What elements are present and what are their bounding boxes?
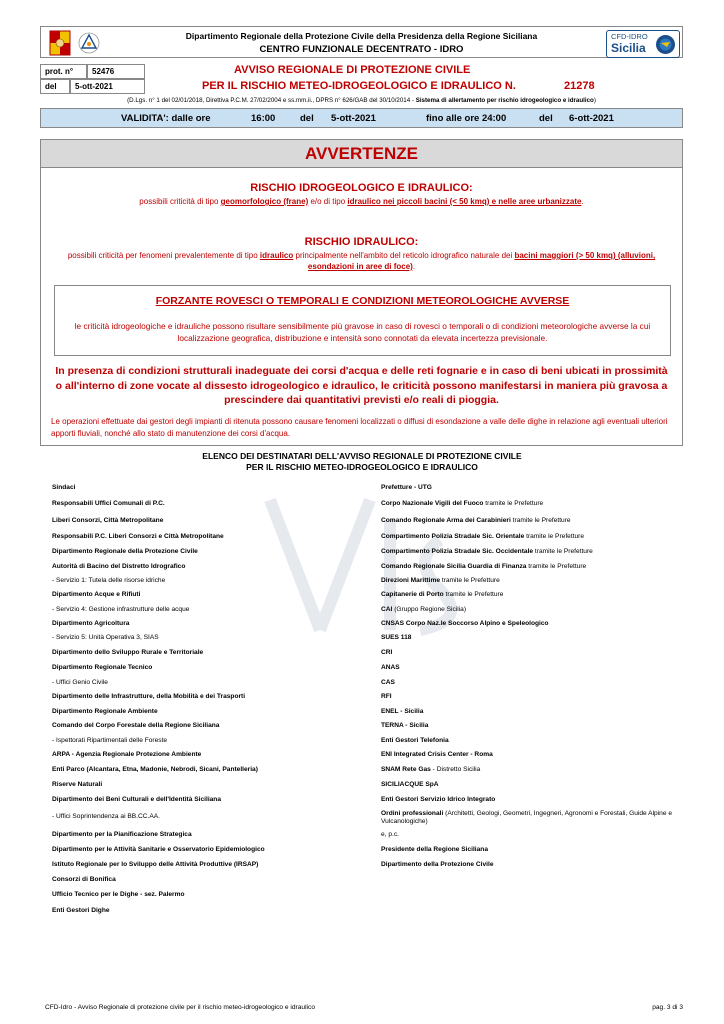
recipient-item xyxy=(52,664,152,672)
recipient-item xyxy=(381,577,500,585)
recipient-name: Compartimento Polizia Stradale Sic. Occidentale xyxy=(381,548,534,555)
recipient-item xyxy=(52,679,108,687)
recipient-name: Dipartimento per la Pianificazione Strategica xyxy=(52,831,192,838)
recipient-item xyxy=(52,861,258,869)
recipient-item xyxy=(381,606,466,614)
recipient-name: Dipartimento Agricoltura xyxy=(52,620,130,627)
recipient-item xyxy=(381,563,586,571)
risk2-text-e: . xyxy=(412,262,416,271)
recipient-item xyxy=(52,891,185,899)
recipient-name: Dipartimento delle Infrastrutture, della Mobilità e dei Trasporti xyxy=(52,693,246,700)
recipient-item xyxy=(381,634,411,642)
recipient-name: Dipartimento dei Beni Culturali e dell'Identità Siciliana xyxy=(52,796,222,803)
recipient-name: SICILIACQUE SpA xyxy=(381,781,439,788)
recipient-item xyxy=(52,907,110,915)
recipient-name: Sindaci xyxy=(52,484,76,491)
risk1-text xyxy=(51,196,672,207)
recipient-name: Responsabili Uffici Comunali di P.C. xyxy=(52,500,165,507)
validity-del1: del xyxy=(300,113,314,124)
recipient-note: tramite le Prefetture xyxy=(443,591,504,598)
recipient-item xyxy=(381,548,593,556)
recipient-name: Direzioni Marittime xyxy=(381,577,440,584)
recipient-name: Istituto Regionale per lo Sviluppo delle Attività Produttive (IRSAP) xyxy=(52,861,259,868)
recipient-name: Corpo Nazionale Vigili del Fuoco xyxy=(381,500,484,507)
legal-bold: Sistema di allertamento per rischio idrogeologico e idraulico xyxy=(415,97,594,104)
recipient-item xyxy=(381,781,439,789)
recipient-note: - Distretto Sicilia xyxy=(430,766,481,773)
recipient-item xyxy=(52,634,159,642)
recipient-item xyxy=(381,693,392,701)
recipient-name: Dipartimento Regionale Tecnico xyxy=(52,664,153,671)
risk2-text-a: possibili criticità per fenomeni prevalentemente di tipo xyxy=(67,251,260,260)
recipient-name: Dipartimento Acque e Rifiuti xyxy=(52,591,141,598)
recipient-item xyxy=(52,796,221,804)
validity-bar xyxy=(40,108,683,128)
recipient-item xyxy=(52,831,192,839)
recipient-item xyxy=(52,751,201,759)
recipient-note: tramite le Prefetture xyxy=(526,563,587,570)
recipient-name: Ufficio Tecnico per le Dighe - sez. Palermo xyxy=(52,891,185,898)
recipient-item xyxy=(381,831,399,839)
avvertenze-title: AVVERTENZE xyxy=(41,140,682,168)
recipient-item xyxy=(52,548,198,556)
recipient-note: (Gruppo Regione Sicilia) xyxy=(392,606,467,613)
recipient-name: SNAM Rete Gas xyxy=(381,766,431,773)
recipient-name: Enti Gestori Telefonia xyxy=(381,737,449,744)
recipient-name: SUES 118 xyxy=(381,634,412,641)
recipient-item xyxy=(52,693,245,701)
recipient-name: ENEL - Sicilia xyxy=(381,708,424,715)
recipient-item xyxy=(52,766,258,774)
recipient-item xyxy=(381,649,392,657)
recipient-item xyxy=(52,813,160,821)
recipient-name: Comando Regionale Arma dei Carabinieri xyxy=(381,517,511,524)
recipient-note: tramite le Prefetture xyxy=(510,517,571,524)
avvertenze-box xyxy=(40,139,683,446)
recipient-name: TERNA - Sicilia xyxy=(381,722,429,729)
recipient-item xyxy=(381,664,400,672)
recipient-item xyxy=(381,737,449,745)
recipients-title-line2: PER IL RISCHIO METEO-IDROGEOLOGICO E IDRAULICO xyxy=(246,462,478,472)
structural-warning: In presenza di condizioni strutturali inadeguate dei corsi d'acqua e delle reti fognarie e in caso di beni ubicati in prossimità o all'interno di zone vocate al dissesto idrogeologico e idraulico, le criticità possono manifestarsi in maniera più gravosa a prescindere dai quantitativi previsti e/o reali di pioggia. xyxy=(55,365,668,406)
prot-label: prot. n° xyxy=(40,64,87,79)
center-name: CENTRO FUNZIONALE DECENTRATO - IDRO xyxy=(259,44,464,55)
risk2-text-c: principalmente nell'ambito del reticolo idrografico naturale dei xyxy=(293,251,515,260)
recipient-item xyxy=(381,679,395,687)
recipient-name: Dipartimento per le Attività Sanitarie e Osservatorio Epidemiologico xyxy=(52,846,265,853)
forzante-text: le criticità idrogeologiche e idrauliche possono risultare sensibilmente più gravose in caso di rovesci o temporali o di condizioni meteorologiche avverse la cui localizzazione geografica, distribuzione e intensità sono connotati da elevata incertezza previsionale. xyxy=(74,321,651,343)
footer-text: CFD-Idro - Avviso Regionale di protezione civile per il rischio meteo-idrogeologico e idraulico xyxy=(45,1004,315,1011)
recipient-item xyxy=(381,517,571,525)
avviso-title-line2: PER IL RISCHIO METEO-IDROGEOLOGICO E IDRAULICO N. xyxy=(202,80,516,92)
recipient-item xyxy=(52,500,165,508)
recipient-name: ARPA - Agenzia Regionale Protezione Ambiente xyxy=(52,751,202,758)
recipient-name: Consorzi di Bonifica xyxy=(52,876,116,883)
forzante-box xyxy=(54,285,671,356)
recipient-item xyxy=(52,533,224,541)
header xyxy=(40,26,683,58)
recipients-title-line1: ELENCO DEI DESTINATARI DELL'AVVISO REGIONALE DI PROTEZIONE CIVILE xyxy=(202,451,522,461)
recipient-item xyxy=(52,577,165,585)
risk1-text-c: e/o di tipo xyxy=(308,197,348,206)
recipient-name: Riserve Naturali xyxy=(52,781,103,788)
validity-from-hour: 16:00 xyxy=(251,113,276,124)
cfd-logo-sicilia: Sicilia xyxy=(611,41,646,55)
forzante-title: FORZANTE ROVESCI O TEMPORALI E CONDIZIONI METEOROLOGICHE AVVERSE xyxy=(155,295,570,307)
recipient-name: CAI xyxy=(381,606,393,613)
legal-text: (D.Lgs. n° 1 del 02/01/2018, Direttiva P.C.M. 27/02/2004 e ss.mm.ii., DPRS n° 626/GAB del 30/10/2014 - xyxy=(127,97,416,104)
recipient-item xyxy=(52,620,129,628)
recipient-item xyxy=(52,606,189,614)
recipient-name: Autorità di Bacino del Distretto Idrografico xyxy=(52,563,186,570)
dam-operations-note: Le operazioni effettuate dai gestori degli impianti di ritenuta possono causare fenomeni localizzati o diffusi di esondazione a valle delle dighe in relazione agli eventuali ulteriori apporti fluviali, nonché allo stato di manutenzione dei corsi d'acqua. xyxy=(51,417,668,438)
del-label: del xyxy=(40,79,70,94)
risk1-text-b: geomorfologico (frane) xyxy=(220,197,309,206)
recipient-name: Capitanerie di Porto xyxy=(381,591,444,598)
recipient-item xyxy=(381,846,488,854)
recipient-item xyxy=(52,517,163,525)
risk1-title: RISCHIO IDROGEOLOGICO E IDRAULICO: xyxy=(250,182,473,194)
cfd-logo-text: CFD-IDRO xyxy=(611,32,648,41)
validity-del2: del xyxy=(539,113,553,124)
risk1-text-d: idraulico nei piccoli bacini (< 50 kmq) e nelle aree urbanizzate xyxy=(347,197,582,206)
del-date: 5-ott-2021 xyxy=(70,79,145,94)
recipient-note: - Uffici Soprintendenza ai BB.CC.AA. xyxy=(52,813,160,820)
risk1-text-e: . xyxy=(581,197,584,206)
recipient-item xyxy=(381,708,423,716)
risk2-text-d: bacini maggiori (> 50 kmq) (alluvioni, esondazioni in aree di foce) xyxy=(307,251,656,271)
recipient-name: Presidente della Regione Siciliana xyxy=(381,846,489,853)
recipient-item xyxy=(381,861,493,869)
recipient-item xyxy=(381,722,428,730)
recipient-name: Ordini professionali xyxy=(381,810,444,817)
recipient-name: RFI xyxy=(381,693,392,700)
page-number: pag. 3 di 3 xyxy=(652,1004,683,1011)
recipient-item xyxy=(52,591,140,599)
avviso-title-line1: AVVISO REGIONALE DI PROTEZIONE CIVILE xyxy=(234,64,471,76)
recipient-item xyxy=(52,846,265,854)
recipient-name: CAS xyxy=(381,679,395,686)
recipient-name: Enti Gestori Servizio Idrico Integrato xyxy=(381,796,496,803)
recipients-title xyxy=(0,451,724,473)
recipient-name: Liberi Consorzi, Città Metropolitane xyxy=(52,517,164,524)
globe-icon xyxy=(655,34,676,55)
protocol-row xyxy=(40,62,683,94)
avviso-number: 21278 xyxy=(564,80,595,92)
recipient-item xyxy=(52,708,158,716)
risk2-text xyxy=(51,250,672,272)
department-name: Dipartimento Regionale della Protezione Civile della Presidenza della Regione Siciliana xyxy=(185,31,538,41)
recipient-note: (Architetti, Geologi, Geometri, Ingegneri, Agronomi e Forestali, Guide Alpine e Vulcanologiche) xyxy=(381,810,672,825)
risk1-text-a: possibili criticità di tipo xyxy=(139,197,221,206)
recipient-note: tramite le Prefetture xyxy=(533,548,593,555)
recipient-name: Responsabili P.C. Liberi Consorzi e Città Metropolitane xyxy=(52,533,224,540)
recipient-item xyxy=(52,563,185,571)
recipient-note: tramite le Prefetture xyxy=(483,500,544,507)
recipient-name: Enti Parco (Alcantara, Etna, Madonie, Nebrodi, Sicani, Pantelleria) xyxy=(52,766,258,773)
recipient-name: ENI Integrated Crisis Center - Roma xyxy=(381,751,493,758)
recipient-name: Comando Regionale Sicilia Guardia di Finanza xyxy=(381,563,527,570)
cfd-idro-logo xyxy=(606,30,680,58)
recipient-item xyxy=(52,484,75,492)
recipient-item xyxy=(381,533,584,541)
legal-reference xyxy=(40,97,683,104)
recipient-note: - Servizio 1: Tutela delle risorse idriche xyxy=(52,577,166,584)
recipient-note: tramite le Prefetture xyxy=(440,577,500,584)
validity-to-date: 6-ott-2021 xyxy=(569,113,614,124)
recipient-item xyxy=(52,781,102,789)
recipient-item xyxy=(381,751,493,759)
recipient-note: - Servizio 4: Gestione infrastrutture delle acque xyxy=(52,606,190,613)
recipient-item xyxy=(381,766,480,774)
recipient-note: - Ispettorati Ripartimentali delle Foreste xyxy=(52,737,168,744)
recipient-name: CNSAS Corpo Naz.le Soccorso Alpino e Speleologico xyxy=(381,620,549,627)
validity-label: VALIDITA': dalle ore xyxy=(121,113,211,124)
recipient-item xyxy=(52,876,116,884)
risk2-text-b: idraulico xyxy=(259,251,294,260)
recipient-name: Prefetture - UTG xyxy=(381,484,432,491)
recipient-item xyxy=(381,796,495,804)
recipient-item xyxy=(381,500,543,508)
validity-until: fino alle ore 24:00 xyxy=(426,113,507,124)
recipient-note: tramite le Prefetture xyxy=(524,533,585,540)
recipient-name: Compartimento Polizia Stradale Sic. Orientale xyxy=(381,533,525,540)
recipient-name: ANAS xyxy=(381,664,400,671)
recipient-name: Comando del Corpo Forestale della Regione Siciliana xyxy=(52,722,220,729)
recipient-name: Dipartimento Regionale della Protezione Civile xyxy=(52,548,198,555)
recipient-name: Enti Gestori Dighe xyxy=(52,907,110,914)
recipient-item xyxy=(381,810,681,826)
recipient-item xyxy=(52,722,219,730)
recipient-item xyxy=(381,591,503,599)
recipient-name: Dipartimento Regionale Ambiente xyxy=(52,708,158,715)
risk2-title: RISCHIO IDRAULICO: xyxy=(304,236,419,248)
recipient-item xyxy=(52,649,203,657)
recipient-item xyxy=(381,620,549,628)
recipient-item xyxy=(52,737,167,745)
recipient-name: Dipartimento dello Sviluppo Rurale e Territoriale xyxy=(52,649,204,656)
recipient-item xyxy=(381,484,432,492)
recipient-name: CRI xyxy=(381,649,393,656)
legal-end: ) xyxy=(593,97,596,104)
recipient-note: - Servizio 5: Unità Operativa 3, SIAS xyxy=(52,634,159,641)
recipient-note: - Uffici Genio Civile xyxy=(52,679,108,686)
recipient-note: e, p.c. xyxy=(381,831,399,838)
prot-number: 52476 xyxy=(87,64,145,79)
recipient-name: Dipartimento della Protezione Civile xyxy=(381,861,494,868)
validity-from-date: 5-ott-2021 xyxy=(331,113,376,124)
